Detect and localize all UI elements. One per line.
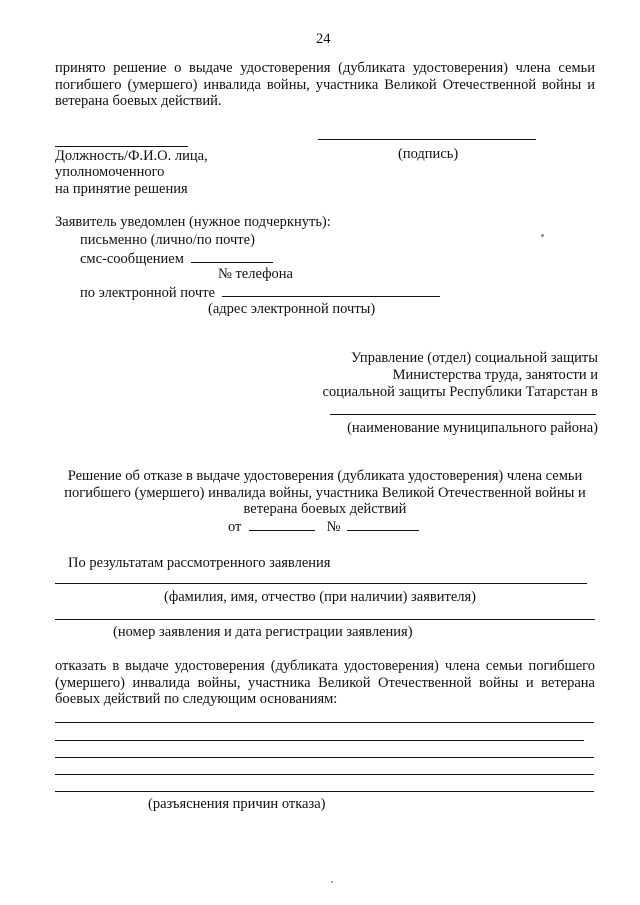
notification-heading: Заявитель уведомлен (нужное подчеркнуть):: [55, 214, 331, 230]
application-number-line: [55, 619, 595, 620]
option-email-label: по электронной почте: [80, 285, 215, 301]
applicant-name-line: [55, 583, 587, 584]
decision-number-field[interactable]: [347, 518, 419, 531]
reason-line-5: [55, 791, 594, 792]
sms-phone-field[interactable]: [191, 250, 273, 263]
reason-line-2: [55, 740, 584, 741]
option-written: письменно (лично/по почте): [80, 232, 255, 248]
signature-line: [318, 139, 536, 140]
signature-caption: (подпись): [398, 146, 459, 162]
decision-date-number: [228, 518, 419, 535]
official-label-line3: на принятие решения: [55, 181, 188, 197]
phone-caption: № телефона: [218, 266, 293, 282]
option-sms-label: смс-сообщением: [80, 251, 184, 267]
scan-speck: [541, 234, 544, 237]
official-label-line1: Должность/Ф.И.О. лица,: [55, 148, 208, 164]
email-field[interactable]: [222, 284, 440, 297]
application-caption: (номер заявления и дата регистрации заявления): [113, 624, 413, 640]
page-number: 24: [316, 31, 331, 47]
official-name-line: [55, 146, 188, 147]
intro-paragraph: принято решение о выдаче удостоверения (дубликата удостоверения) члена семьи погибшего (умершего) инвалида войны, участника Великой Отечественной войны и ветерана боевых действий.: [55, 60, 595, 109]
district-caption: (наименование муниципального района): [347, 420, 598, 436]
addressee-line3: социальной защиты Республики Татарстан в: [322, 384, 598, 400]
reason-line-3: [55, 757, 594, 758]
reason-line-1: [55, 722, 594, 723]
addressee-line1: Управление (отдел) социальной защиты: [350, 350, 598, 366]
official-label-line2: уполномоченного: [55, 164, 165, 180]
review-text: По результатам рассмотренного заявления: [68, 555, 331, 571]
decision-title-line2: погибшего (умершего) инвалида войны, участника Великой Отечественной войны и: [64, 485, 586, 501]
decision-title-line1: Решение об отказе в выдаче удостоверения (дубликата удостоверения) члена семьи: [67, 468, 583, 484]
option-sms: [80, 250, 273, 267]
email-caption: (адрес электронной почты): [208, 301, 376, 317]
applicant-caption: (фамилия, имя, отчество (при наличии) заявителя): [164, 589, 476, 605]
addressee-line2: Министерства труда, занятости и: [392, 367, 598, 383]
decision-date-field[interactable]: [249, 518, 315, 531]
scan-speck: [331, 881, 333, 883]
option-email: [80, 284, 440, 301]
refusal-paragraph: отказать в выдаче удостоверения (дубликата удостоверения) члена семьи погибшего (умершего) инвалида войны, участника Великой Отечественной войны и ветерана боевых действий по следующим основаниям:: [55, 658, 595, 707]
date-prefix: от: [228, 519, 242, 535]
reason-line-4: [55, 774, 594, 775]
decision-title-line3: ветерана боевых действий: [243, 501, 407, 517]
number-prefix: №: [326, 519, 341, 535]
refusal-caption: (разъяснения причин отказа): [148, 796, 326, 812]
district-line: [330, 414, 596, 415]
